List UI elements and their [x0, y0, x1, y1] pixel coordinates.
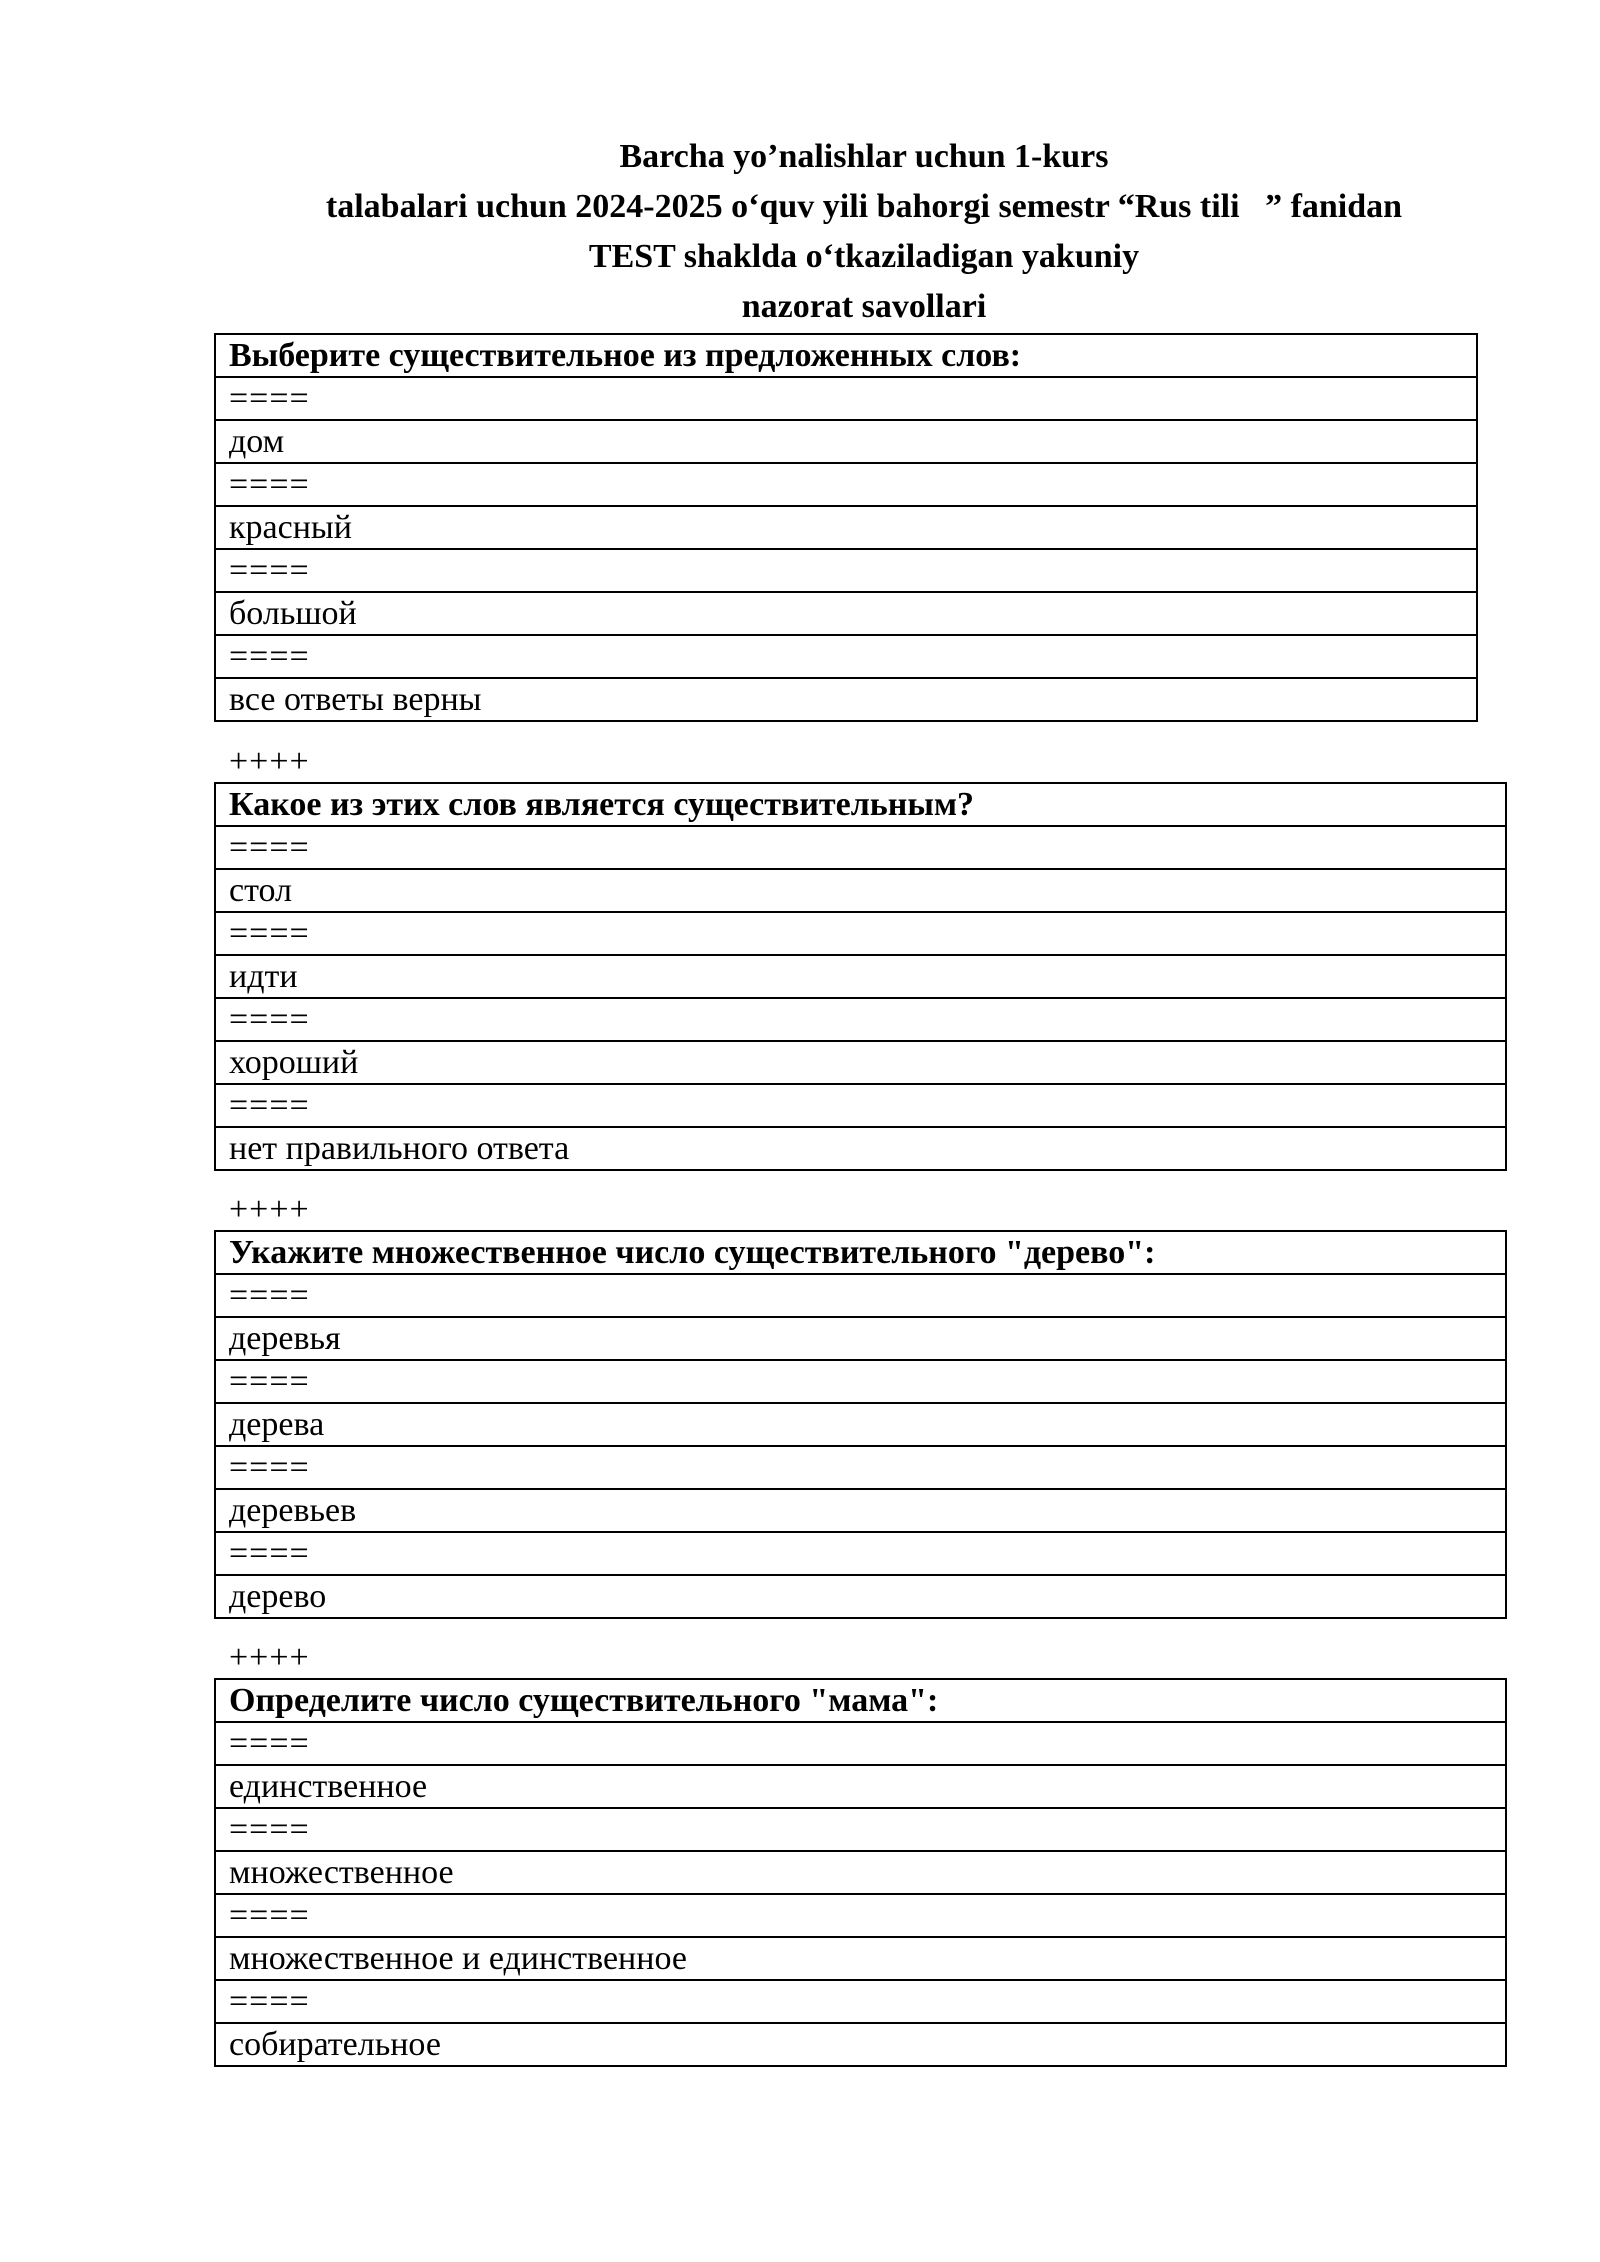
answer-option: нет правильного ответа: [215, 1127, 1506, 1170]
answer-option: красный: [215, 506, 1477, 549]
answer-option: все ответы верны: [215, 678, 1477, 721]
answer-option: дом: [215, 420, 1477, 463]
table-row: [215, 955, 1506, 998]
answer-separator: ====: [215, 635, 1477, 678]
table-row: [215, 826, 1506, 869]
question-text: Определите число существительного "мама":: [215, 1679, 1506, 1722]
answer-separator: ====: [215, 1980, 1506, 2023]
table-row: [215, 1980, 1506, 2023]
table-row: [215, 1317, 1506, 1360]
table-row: [215, 1679, 1506, 1722]
answer-separator: ====: [215, 377, 1477, 420]
document-header: [214, 132, 1514, 332]
answer-separator: ====: [215, 912, 1506, 955]
table-row: [215, 506, 1477, 549]
answer-separator: ====: [215, 549, 1477, 592]
answer-separator: ====: [215, 1808, 1506, 1851]
table-row: [215, 1274, 1506, 1317]
answer-separator: ====: [215, 463, 1477, 506]
table-row: [215, 1765, 1506, 1808]
question-table-1: [214, 333, 1478, 722]
table-row: [215, 334, 1477, 377]
question-delimiter: ++++: [229, 743, 310, 780]
answer-separator: ====: [215, 1084, 1506, 1127]
header-line: Barcha yo’nalishlar uchun 1-kurs: [619, 138, 1109, 175]
table-row: [215, 1403, 1506, 1446]
question-table-3: [214, 1230, 1507, 1619]
table-row: [215, 1489, 1506, 1532]
answer-option: стол: [215, 869, 1506, 912]
question-table-4: [214, 1678, 1507, 2067]
answer-option: множественное и единственное: [215, 1937, 1506, 1980]
table-row: [215, 1937, 1506, 1980]
table-row: [215, 592, 1477, 635]
answer-separator: ====: [215, 1532, 1506, 1575]
question-table-2: [214, 782, 1507, 1171]
table-row: [215, 1360, 1506, 1403]
table-row: [215, 549, 1477, 592]
question-delimiter: ++++: [229, 1191, 310, 1228]
table-row: [215, 912, 1506, 955]
header-line: nazorat savollari: [741, 288, 987, 325]
answer-option: множественное: [215, 1851, 1506, 1894]
question-text: Выберите существительное из предложенных слов:: [215, 334, 1477, 377]
answer-option: деревья: [215, 1317, 1506, 1360]
table-row: [215, 678, 1477, 721]
answer-option: идти: [215, 955, 1506, 998]
table-row: [215, 1127, 1506, 1170]
question-text: Какое из этих слов является существительным?: [215, 783, 1506, 826]
table-row: [215, 1722, 1506, 1765]
answer-option: собирательное: [215, 2023, 1506, 2066]
answer-option: дерево: [215, 1575, 1506, 1618]
table-row: [215, 1575, 1506, 1618]
table-row: [215, 1851, 1506, 1894]
table-row: [215, 1894, 1506, 1937]
table-row: [215, 1231, 1506, 1274]
question-delimiter: ++++: [229, 1639, 310, 1676]
answer-separator: ====: [215, 826, 1506, 869]
answer-separator: ====: [215, 1274, 1506, 1317]
question-text: Укажите множественное число существительного "дерево":: [215, 1231, 1506, 1274]
table-row: [215, 1084, 1506, 1127]
answer-option: большой: [215, 592, 1477, 635]
answer-option: дерева: [215, 1403, 1506, 1446]
answer-separator: ====: [215, 1446, 1506, 1489]
table-row: [215, 869, 1506, 912]
table-row: [215, 635, 1477, 678]
table-row: [215, 2023, 1506, 2066]
table-row: [215, 463, 1477, 506]
answer-separator: ====: [215, 1722, 1506, 1765]
table-row: [215, 1532, 1506, 1575]
table-row: [215, 998, 1506, 1041]
answer-separator: ====: [215, 1894, 1506, 1937]
table-row: [215, 1808, 1506, 1851]
answer-option: хороший: [215, 1041, 1506, 1084]
table-row: [215, 1446, 1506, 1489]
table-row: [215, 783, 1506, 826]
header-line: talabalari uchun 2024-2025 o‘quv yili bahorgi semestr “Rus tili ” fanidan: [325, 188, 1403, 225]
answer-separator: ====: [215, 1360, 1506, 1403]
table-row: [215, 377, 1477, 420]
table-row: [215, 1041, 1506, 1084]
answer-separator: ====: [215, 998, 1506, 1041]
table-row: [215, 420, 1477, 463]
header-line: TEST shaklda o‘tkaziladigan yakuniy: [588, 238, 1140, 275]
answer-option: деревьев: [215, 1489, 1506, 1532]
answer-option: единственное: [215, 1765, 1506, 1808]
